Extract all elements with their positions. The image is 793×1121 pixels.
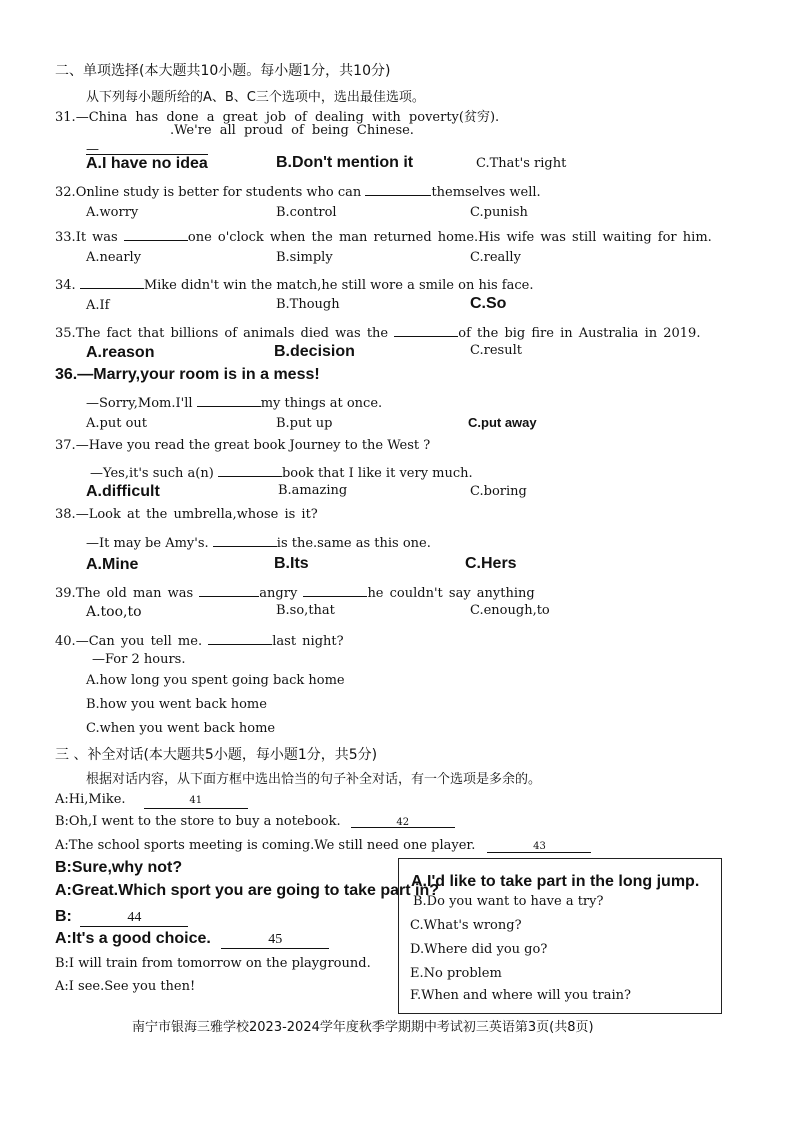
q39-option-c[interactable]: C.enough,to (470, 603, 550, 618)
blank-44[interactable]: 44 (80, 909, 188, 927)
q36-option-b[interactable]: B.put up (276, 416, 333, 431)
blank-37[interactable] (218, 462, 282, 477)
question-36-line2: —Sorry,Mom.I'll my things at once. (86, 392, 382, 411)
question-35: 35.The fact that billions of animals died was the of the big fire in Australia in 2019. (55, 322, 700, 341)
q34-option-c[interactable]: C.So (470, 295, 507, 312)
question-31-line3: — (86, 142, 99, 157)
question-31-line1: 31.—China has done a great job of dealing with poverty(贫穷). (55, 110, 500, 125)
q32-option-c[interactable]: C.punish (470, 205, 528, 220)
question-38-line2: —It may be Amy's. is the.same as this one. (86, 532, 431, 551)
q36-option-c[interactable]: C.put away (468, 415, 537, 430)
box-option-a[interactable]: A.I'd like to take part in the long jump. (411, 873, 700, 890)
dialogue-line-6: B: 44 (55, 908, 188, 927)
q38-option-b[interactable]: B.Its (274, 555, 309, 572)
question-37-line1: 37.—Have you read the great book Journey to the West ? (55, 438, 431, 453)
dialogue-line-4: B:Sure,why not? (55, 859, 183, 876)
q31-option-b[interactable]: B.Don't mention it (276, 154, 414, 171)
section3-instruction: 根据对话内容，从下面方框中选出恰当的句子补全对话，有一个选项是多余的。 (86, 772, 542, 787)
section3-title: 三 、补全对话(本大题共5小题，每小题1分，共5分) (55, 747, 378, 763)
box-option-f[interactable]: F.When and where will you train? (410, 988, 631, 1003)
question-40-line2: —For 2 hours. (92, 652, 186, 667)
section2-instruction: 从下列每小题所给的A、B、C三个选项中，选出最佳选项。 (86, 90, 425, 105)
q38-option-a[interactable]: A.Mine (86, 556, 139, 573)
blank-39a[interactable] (199, 582, 259, 597)
blank-38[interactable] (213, 532, 277, 547)
blank-32[interactable] (365, 181, 431, 196)
q33-option-b[interactable]: B.simply (276, 250, 333, 265)
q40-option-a[interactable]: A.how long you spent going back home (86, 673, 345, 688)
dialogue-line-5: A:Great.Which sport you are going to take part in? (55, 882, 440, 899)
blank-42[interactable]: 42 (351, 813, 455, 828)
dialogue-line-3: A:The school sports meeting is coming.We still need one player. 43 (55, 838, 591, 853)
q33-option-a[interactable]: A.nearly (86, 250, 142, 265)
q32-option-b[interactable]: B.control (276, 205, 337, 220)
box-option-c[interactable]: C.What's wrong? (410, 918, 522, 933)
question-33: 33.It was one o'clock when the man returned home.His wife was still waiting for him. (55, 226, 712, 245)
blank-33[interactable] (124, 226, 188, 241)
dialogue-line-9: A:I see.See you then! (55, 979, 196, 994)
q35-option-b[interactable]: B.decision (274, 343, 355, 360)
dialogue-line-2: B:Oh,I went to the store to buy a notebook. 42 (55, 813, 455, 829)
question-37-line2: —Yes,it's such a(n) book that I like it very much. (90, 462, 473, 481)
dialogue-line-7: A:It's a good choice. 45 (55, 930, 329, 949)
dialogue-line-8: B:I will train from tomorrow on the playground. (55, 956, 371, 971)
q33-option-c[interactable]: C.really (470, 250, 521, 265)
box-option-e[interactable]: E.No problem (410, 966, 502, 981)
question-40-line1: 40.—Can you tell me. last night? (55, 630, 344, 649)
page-footer: 南宁市银海三雅学校2023-2024学年度秋季学期期中考试初三英语第3页(共8页) (132, 1020, 594, 1035)
q37-option-c[interactable]: C.boring (470, 484, 527, 499)
blank-45[interactable]: 45 (221, 931, 329, 949)
q31-option-a[interactable]: A.I have no idea (86, 155, 208, 172)
q37-option-b[interactable]: B.amazing (278, 483, 348, 498)
question-31-line2: .We're all proud of being Chinese. (170, 123, 414, 138)
section2-title: 二、单项选择(本大题共10小题。每小题1分，共10分) (55, 63, 391, 79)
box-option-d[interactable]: D.Where did you go? (410, 942, 548, 957)
q34-option-a[interactable]: A.If (86, 298, 110, 313)
question-38-line1: 38.—Look at the umbrella,whose is it? (55, 507, 318, 522)
blank-40[interactable] (208, 630, 272, 645)
q37-option-a[interactable]: A.difficult (86, 483, 160, 500)
q32-option-a[interactable]: A.worry (86, 205, 139, 220)
q31-option-c[interactable]: C.That's right (476, 156, 567, 171)
q35-option-a[interactable]: A.reason (86, 344, 155, 361)
q35-option-c[interactable]: C.result (470, 343, 522, 358)
box-option-b[interactable]: B.Do you want to have a try? (413, 894, 604, 909)
blank-35[interactable] (394, 322, 458, 337)
question-32: 32.Online study is better for students who can themselves well. (55, 181, 541, 200)
blank-36[interactable] (197, 392, 261, 407)
q34-option-b[interactable]: B.Though (276, 297, 340, 312)
q36-option-a[interactable]: A.put out (86, 416, 147, 431)
q38-option-c[interactable]: C.Hers (465, 555, 517, 572)
blank-43[interactable]: 43 (487, 838, 591, 853)
dialogue-line-1: A:Hi,Mike. 41 (55, 792, 248, 809)
blank-41[interactable]: 41 (144, 794, 248, 809)
question-36-line1: 36.—Marry,your room is in a mess! (55, 366, 320, 383)
q39-option-b[interactable]: B.so,that (276, 603, 335, 618)
question-34: 34. Mike didn't win the match,he still wore a smile on his face. (55, 274, 533, 293)
blank-34[interactable] (80, 274, 144, 289)
q40-option-b[interactable]: B.how you went back home (86, 697, 267, 712)
q40-option-c[interactable]: C.when you went back home (86, 721, 276, 736)
blank-39b[interactable] (303, 582, 367, 597)
question-39: 39.The old man was angry he couldn't say anything (55, 582, 535, 601)
q39-option-a[interactable]: A.too,to (86, 604, 142, 620)
